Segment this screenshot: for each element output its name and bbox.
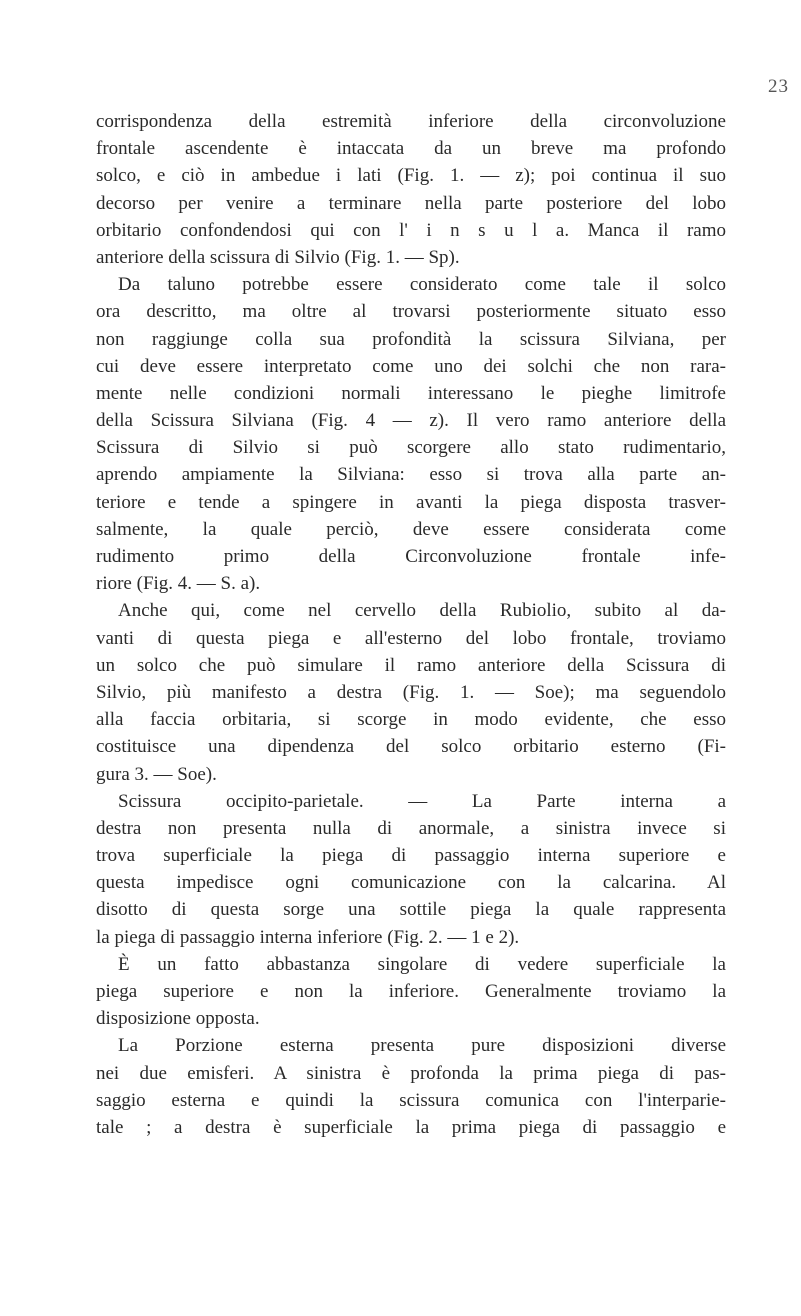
body-text: [96, 108, 726, 1141]
text-line: orbitario confondendosi qui con l' i n s u l a. Manca il ramo: [96, 219, 726, 241]
text-line: Scissura di Silvio si può scorgere allo stato rudimentario,: [96, 437, 726, 459]
text-line: salmente, la quale perciò, deve essere considerata come: [96, 518, 726, 540]
text-line: cui deve essere interpretato come uno dei solchi che non rara-: [96, 355, 726, 377]
text-line: riore (Fig. 4. — S. a).: [96, 573, 261, 595]
text-line: un solco che può simulare il ramo anteriore della Scissura di: [96, 654, 726, 676]
text-line: destra non presenta nulla di anormale, a sinistra invece si: [96, 817, 726, 839]
text-line: Scissura occipito-parietale. — La Parte interna a: [118, 790, 726, 812]
page-number: 23: [768, 76, 789, 97]
text-line: questa impedisce ogni comunicazione con la calcarina. Al: [96, 872, 726, 894]
text-line: la piega di passaggio interna inferiore (Fig. 2. — 1 e 2).: [96, 926, 520, 948]
text-line: alla faccia orbitaria, si scorge in modo evidente, che esso: [96, 709, 726, 731]
text-line: frontale ascendente è intaccata da un breve ma profondo: [96, 138, 726, 160]
text-line: anteriore della scissura di Silvio (Fig. 1. — Sp).: [96, 246, 460, 268]
text-line: Anche qui, come nel cervello della Rubiolio, subito al da-: [118, 600, 726, 622]
text-line: Silvio, più manifesto a destra (Fig. 1. — Soe); ma seguendolo: [96, 681, 726, 703]
text-line: disotto di questa sorge una sottile piega la quale rappresenta: [96, 899, 726, 921]
text-line: disposizione opposta.: [96, 1008, 260, 1030]
text-line: teriore e tende a spingere in avanti la piega disposta trasver-: [96, 491, 726, 513]
text-line: nei due emisferi. A sinistra è profonda la prima piega di pas-: [96, 1062, 726, 1084]
text-line: rudimento primo della Circonvoluzione frontale infe-: [96, 546, 726, 567]
text-line: aprendo ampiamente la Silviana: esso si trova alla parte an-: [96, 464, 726, 486]
text-line: gura 3. — Soe).: [96, 763, 217, 785]
text-line: decorso per venire a terminare nella parte posteriore del lobo: [96, 192, 726, 214]
text-line: della Scissura Silviana (Fig. 4 — z). Il vero ramo anteriore della: [96, 410, 726, 432]
text-line: ora descritto, ma oltre al trovarsi posteriormente situato esso: [96, 301, 726, 323]
text-line: saggio esterna e quindi la scissura comunica con l'interparie-: [96, 1089, 726, 1111]
text-line: trova superficiale la piega di passaggio interna superiore e: [96, 845, 726, 867]
text-line: tale ; a destra è superficiale la prima piega di passaggio e: [96, 1116, 726, 1138]
text-line: La Porzione esterna presenta pure disposizioni diverse: [118, 1035, 726, 1057]
text-line: non raggiunge colla sua profondità la scissura Silviana, per: [96, 328, 726, 350]
text-line: vanti di questa piega e all'esterno del lobo frontale, troviamo: [96, 627, 726, 649]
text-line: Da taluno potrebbe essere considerato come tale il solco: [118, 274, 726, 296]
text-line: È un fatto abbastanza singolare di vedere superficiale la: [118, 953, 726, 975]
text-line: piega superiore e non la inferiore. Generalmente troviamo la: [96, 981, 726, 1002]
text-line: corrispondenza della estremità inferiore della circonvoluzione: [96, 111, 726, 132]
text-line: costituisce una dipendenza del solco orbitario esterno (Fi-: [96, 736, 726, 758]
text-line: solco, e ciò in ambedue i lati (Fig. 1. — z); poi continua il suo: [96, 165, 726, 187]
text-line: mente nelle condizioni normali interessano le pieghe limitrofe: [96, 382, 726, 404]
